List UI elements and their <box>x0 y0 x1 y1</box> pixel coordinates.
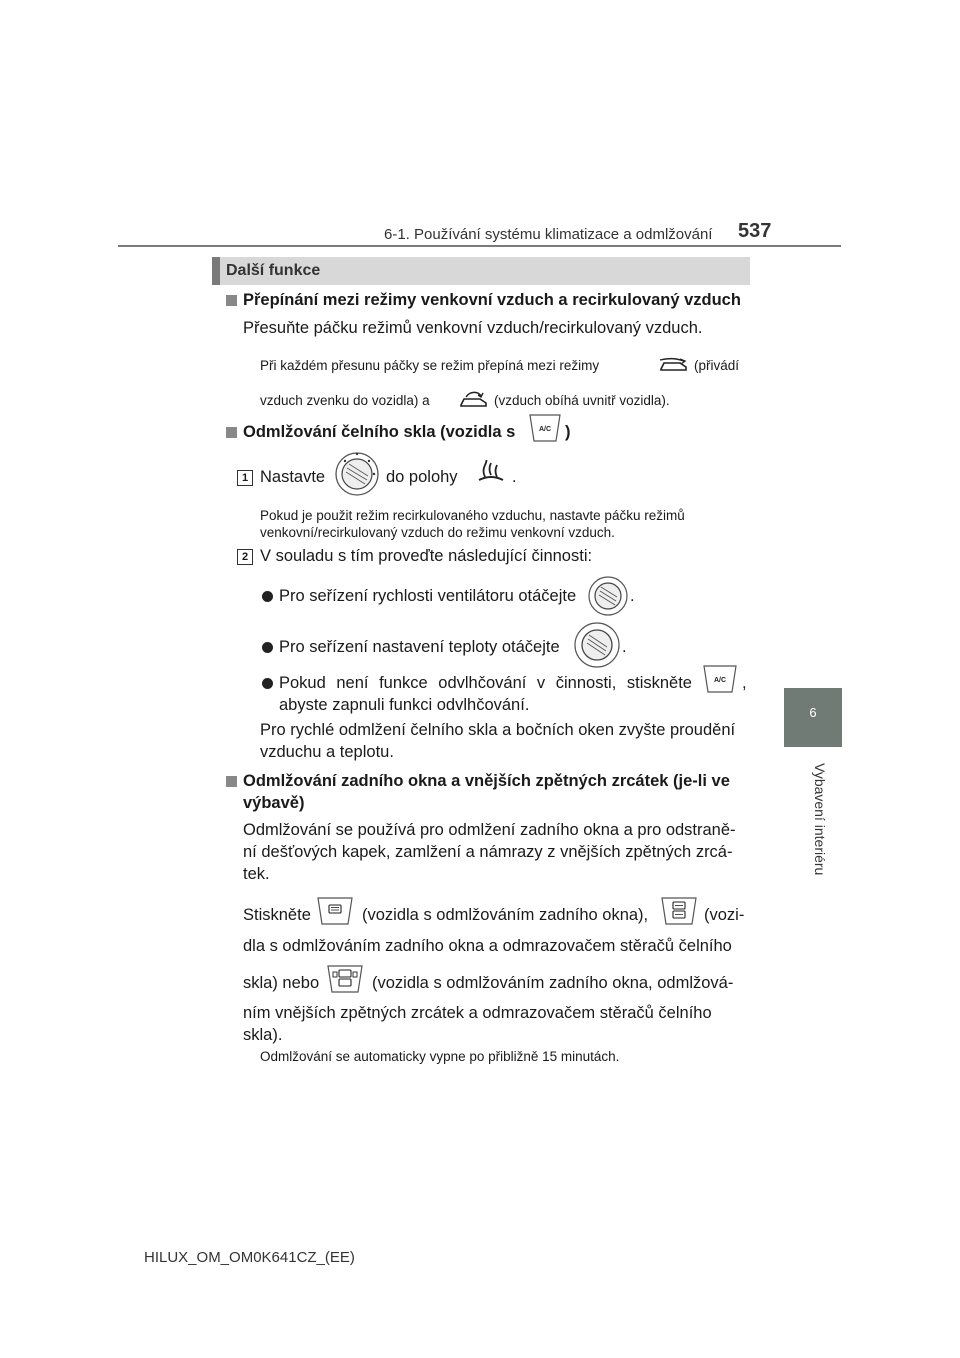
bullet <box>262 642 273 653</box>
paragraph: Odmlžování se používá pro odmlžení zadního okna a pro odstraně- <box>243 821 736 839</box>
paragraph: dla s odmlžováním zadního okna a odmrazovačem stěračů čelního <box>243 937 732 955</box>
paragraph: skla). <box>243 1026 283 1044</box>
paragraph: ní dešťových kapek, zamlžení a námrazy z vnějších zpětných zrcá- <box>243 843 733 861</box>
paragraph: tek. <box>243 865 270 883</box>
svg-text:A/C: A/C <box>538 426 552 433</box>
step-text: Nastavte <box>260 468 326 486</box>
rear-defogger-button-icon <box>316 896 354 926</box>
bullet-text: , <box>742 674 747 692</box>
paragraph: (vozi- <box>704 906 745 924</box>
mode-dial-icon <box>335 449 379 499</box>
section-title: Další funkce <box>226 262 321 279</box>
note-text: (vzduch obíhá uvnitř vozidla). <box>494 393 670 408</box>
document-code: HILUX_OM_OM0K641CZ_(EE) <box>144 1249 355 1266</box>
bullet <box>262 678 273 689</box>
paragraph: Přesuňte páčku režimů venkovní vzduch/recirkulovaný vzduch. <box>243 319 703 337</box>
bullet <box>262 591 273 602</box>
bullet-text: Pro seřízení nastavení teploty otáčejte <box>279 638 560 656</box>
temperature-dial-icon <box>574 622 620 668</box>
bullet-text: Pokud není funkce odvlhčování v činnosti, stiskněte <box>279 674 692 692</box>
note-text: vzduch zvenku do vozidla) a <box>260 393 430 408</box>
chapter-tab-label: Vybavení interiéru <box>812 763 828 876</box>
note-text: venkovní/recirkulovaný vzduch do režimu venkovní vzduch. <box>260 525 615 540</box>
bullet-text: Pro seřízení rychlosti ventilátoru otáčejte <box>279 587 577 605</box>
heading-marker <box>226 776 237 787</box>
fan-speed-dial-icon <box>588 576 628 616</box>
heading-paren: ) <box>565 423 571 441</box>
heading-marker <box>226 295 237 306</box>
heading-recirculation: Přepínání mezi režimy venkovní vzduch a recirkulovaný vzduch <box>243 291 741 309</box>
page-number: 537 <box>738 220 772 242</box>
paragraph: (vozidla s odmlžováním zadního okna, odmlžová- <box>372 974 734 992</box>
note-text: Pokud je použit režim recirkulovaného vzduchu, nastavte páčku režimů <box>260 508 685 523</box>
step-number: 2 <box>237 549 253 565</box>
recirculation-icon <box>458 391 490 409</box>
note-text: (přivádí <box>694 358 740 373</box>
heading-rear-defog: výbavě) <box>243 794 305 812</box>
step-number: 1 <box>237 470 253 486</box>
step-text: . <box>512 468 517 486</box>
ac-button-icon <box>528 413 562 443</box>
bullet-text: . <box>630 587 635 605</box>
heading-rear-defog: Odmlžování zadního okna a vnějších zpětných zrcátek (je-li ve <box>243 772 730 790</box>
outside-air-icon <box>658 357 690 375</box>
header-divider <box>118 245 841 247</box>
paragraph: Pro rychlé odmlžení čelního skla a bočních oken zvyšte proudění <box>260 721 736 739</box>
paragraph: ním vnějších zpětných zrcátek a odmrazovačem stěračů čelního <box>243 1004 712 1022</box>
note-text: Odmlžování se automaticky vypne po přibližně 15 minutách. <box>260 1049 620 1064</box>
chapter-header-title: 6-1. Používání systému klimatizace a odmlžování <box>384 226 713 243</box>
section-bar-accent <box>212 257 220 285</box>
svg-text:A/C: A/C <box>713 677 727 684</box>
note-text: Při každém přesunu páčky se režim přepíná mezi režimy <box>260 358 600 373</box>
step-text: do polohy <box>386 468 458 486</box>
paragraph: (vozidla s odmlžováním zadního okna), <box>362 906 649 924</box>
paragraph: Stiskněte <box>243 906 311 924</box>
step-text: V souladu s tím proveďte následující činnosti: <box>260 547 593 565</box>
chapter-tab-number: 6 <box>809 705 817 720</box>
paragraph: vzduchu a teplotu. <box>260 743 394 761</box>
heading-marker <box>226 427 237 438</box>
paragraph: skla) nebo <box>243 974 320 992</box>
bullet-text: . <box>622 638 627 656</box>
heading-windshield-defog: Odmlžování čelního skla (vozidla s <box>243 423 516 441</box>
windshield-defroster-icon <box>476 460 506 490</box>
bullet-text: abyste zapnuli funkci odvlhčování. <box>279 696 530 714</box>
rear-mirror-wiper-defogger-button-icon <box>326 964 364 994</box>
rear-and-wiper-defogger-button-icon <box>660 896 698 926</box>
ac-button-icon <box>702 664 738 694</box>
